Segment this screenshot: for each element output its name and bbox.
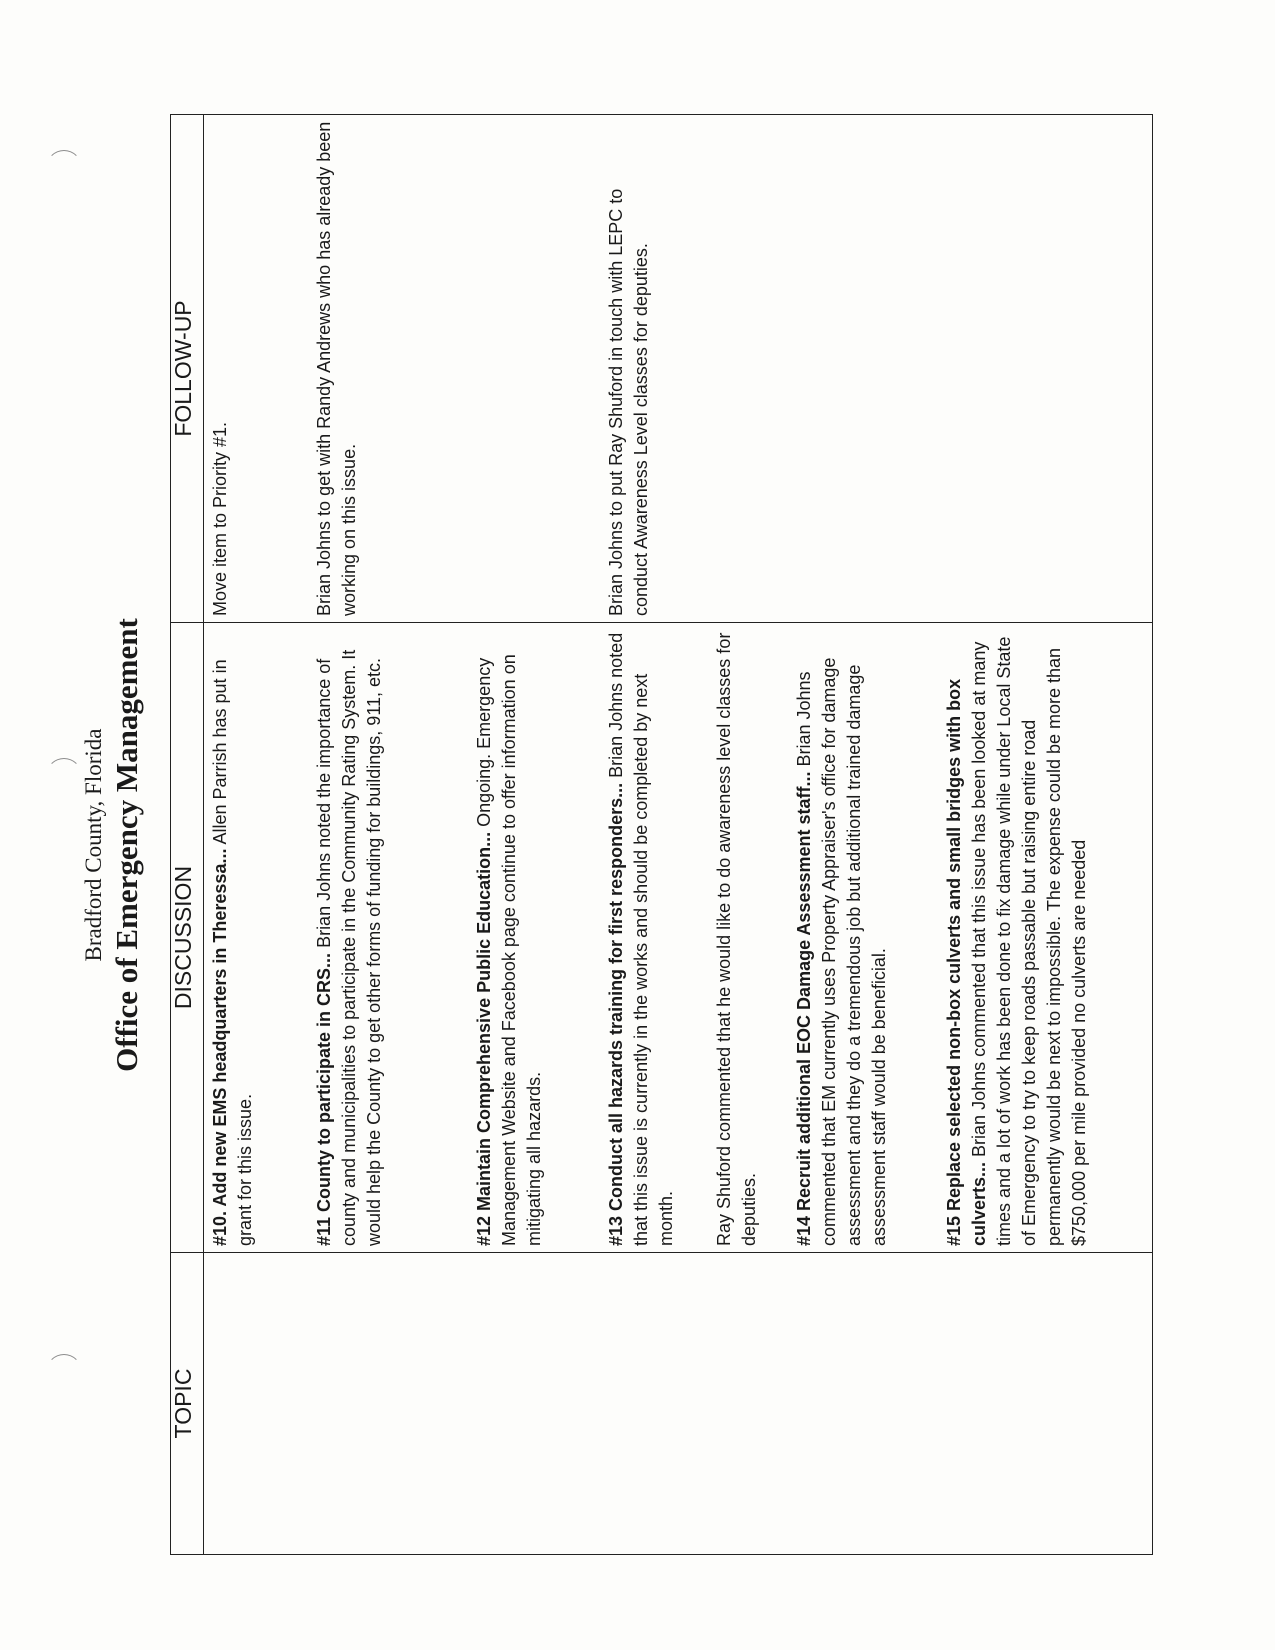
discussion-item-14: [792, 629, 942, 1246]
discussion-item-title: #12 Maintain Comprehensive Public Education...: [474, 831, 494, 1246]
discussion-item-text: Brian Johns noted that this issue is currently in the works and should be completed by next month.: [606, 632, 676, 1246]
column-header-topic: TOPIC: [171, 1253, 204, 1555]
discussion-item-title: #13 Conduct all hazards training for first responders...: [606, 782, 626, 1246]
minutes-table: [170, 114, 1153, 1555]
discussion-item-title: #14 Recruit additional EOC Damage Assessment staff...: [794, 771, 814, 1246]
rotated-page: [60, 110, 1140, 1580]
discussion-item-text: Allen Parrish has put in grant for this issue.: [210, 659, 255, 1246]
table-header-row: [171, 115, 204, 1555]
letterhead: [80, 110, 146, 1580]
discussion-item-text: Ray Shuford commented that he would like to do awareness level classes for deputies.: [714, 632, 759, 1246]
discussion-item-title: #11 County to participate in CRS...: [314, 952, 334, 1246]
discussion-item-13-note: [712, 629, 792, 1246]
discussion-item-title: #15 Replace selected non-box culverts and small bridges with box culverts...: [944, 678, 989, 1246]
topic-cell: [204, 1253, 1153, 1555]
discussion-item-15: [942, 629, 1092, 1246]
table-row: [204, 115, 1153, 1555]
discussion-item-text: Brian Johns noted the importance of county and municipalities to participate in the Community Rating System. It would help the County to get other forms of funding for buildings, 911, etc.: [314, 649, 384, 1246]
discussion-item-12: [472, 629, 604, 1246]
follow-up-item-10: Move item to Priority #1.: [210, 421, 230, 616]
follow-up-item-11: Brian Johns to get with Randy Andrews who has already been working on this issue.: [314, 121, 359, 616]
discussion-item-13: [604, 629, 712, 1246]
county-name: Bradford County, Florida: [81, 728, 106, 962]
office-name: Office of Emergency Management: [109, 618, 144, 1072]
column-header-follow-up: FOLLOW-UP: [171, 115, 204, 623]
discussion-item-10: [208, 629, 312, 1246]
discussion-item-text: Brian Johns commented that this issue has been looked at many times and a lot of work has been done to fix damage while under Local State of Emergency to try to keep roads passable but raising entire road permanently would be next to impossible. The expense could be more than $750,000 per mile provided no culverts are needed: [969, 636, 1089, 1246]
follow-up-item-13: Brian Johns to put Ray Shuford in touch with LEPC to conduct Awareness Level classes for deputies.: [606, 188, 651, 616]
follow-up-cell: [204, 115, 1153, 623]
discussion-item-11: [312, 629, 472, 1246]
discussion-item-text: Ongoing. Emergency Management Website and Facebook page continue to offer information on mitigating all hazards.: [474, 654, 544, 1246]
discussion-item-title: #10. Add new EMS headquarters in Theressa...: [210, 848, 230, 1246]
discussion-cell: [204, 623, 1153, 1253]
column-header-discussion: DISCUSSION: [171, 623, 204, 1253]
discussion-item-text: Brian Johns commented that EM currently uses Property Appraiser's office for damage assessment and they do a tremendous job but additional trained damage assessment staff would be beneficial.: [794, 657, 889, 1246]
